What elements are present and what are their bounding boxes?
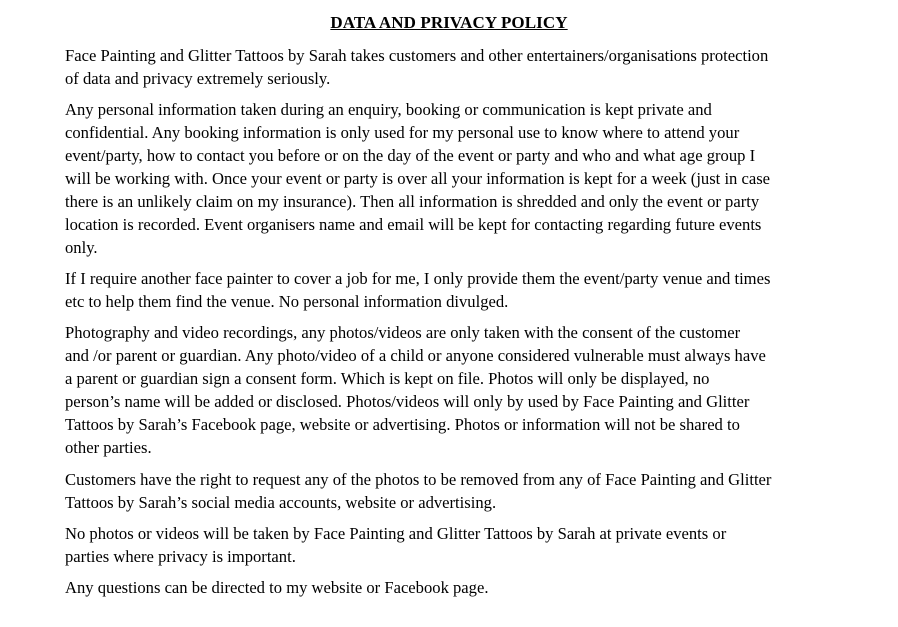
text-line: Face Painting and Glitter Tattoos by Sarah takes customers and other entertainers/organisations protection bbox=[65, 46, 769, 65]
text-line: other parties. bbox=[65, 438, 152, 457]
text-line: confidential. Any booking information is only used for my personal use to know where to attend your bbox=[65, 123, 740, 142]
text-line: Customers have the right to request any of the photos to be removed from any of Face Painting and Glitter bbox=[65, 470, 772, 489]
text-line: Any personal information taken during an enquiry, booking or communication is kept private and bbox=[65, 100, 712, 119]
text-line: person’s name will be added or disclosed. Photos/videos will only by used by Face Painting and Glitter bbox=[65, 392, 750, 411]
text-line: and /or parent or guardian. Any photo/video of a child or anyone considered vulnerable must always have bbox=[65, 346, 766, 365]
text-line: parties where privacy is important. bbox=[65, 547, 296, 566]
paragraph-removal-rights bbox=[65, 468, 771, 514]
text-line: etc to help them find the venue. No personal information divulged. bbox=[65, 292, 509, 311]
paragraph-cover-painter bbox=[65, 267, 770, 313]
text-line: Any questions can be directed to my website or Facebook page. bbox=[65, 578, 489, 597]
text-line: location is recorded. Event organisers name and email will be kept for contacting regarding future events bbox=[65, 215, 762, 234]
text-line: Tattoos by Sarah’s social media accounts, website or advertising. bbox=[65, 493, 497, 512]
text-line: No photos or videos will be taken by Face Painting and Glitter Tattoos by Sarah at private events or bbox=[65, 524, 727, 543]
text-line: Photography and video recordings, any photos/videos are only taken with the consent of the customer bbox=[65, 323, 741, 342]
text-line: a parent or guardian sign a consent form. Which is kept on file. Photos will only be displayed, no bbox=[65, 369, 710, 388]
text-line: of data and privacy extremely seriously. bbox=[65, 69, 331, 88]
text-line: there is an unlikely claim on my insurance). Then all information is shredded and only the event or party bbox=[65, 192, 760, 211]
text-line: will be working with. Once your event or party is over all your information is kept for a week (just in case bbox=[65, 169, 771, 188]
paragraph-personal-information bbox=[65, 98, 770, 259]
paragraph-intro bbox=[65, 44, 768, 90]
text-line: event/party, how to contact you before or on the day of the event or party and who and what age group I bbox=[65, 146, 756, 165]
text-line: Tattoos by Sarah’s Facebook page, website or advertising. Photos or information will not be shared to bbox=[65, 415, 740, 434]
text-line: If I require another face painter to cover a job for me, I only provide them the event/party venue and times bbox=[65, 269, 771, 288]
paragraph-questions bbox=[65, 576, 488, 599]
page-title: DATA AND PRIVACY POLICY bbox=[330, 13, 568, 32]
paragraph-photography bbox=[65, 321, 766, 459]
paragraph-private-events bbox=[65, 522, 726, 568]
text-line: only. bbox=[65, 238, 98, 257]
